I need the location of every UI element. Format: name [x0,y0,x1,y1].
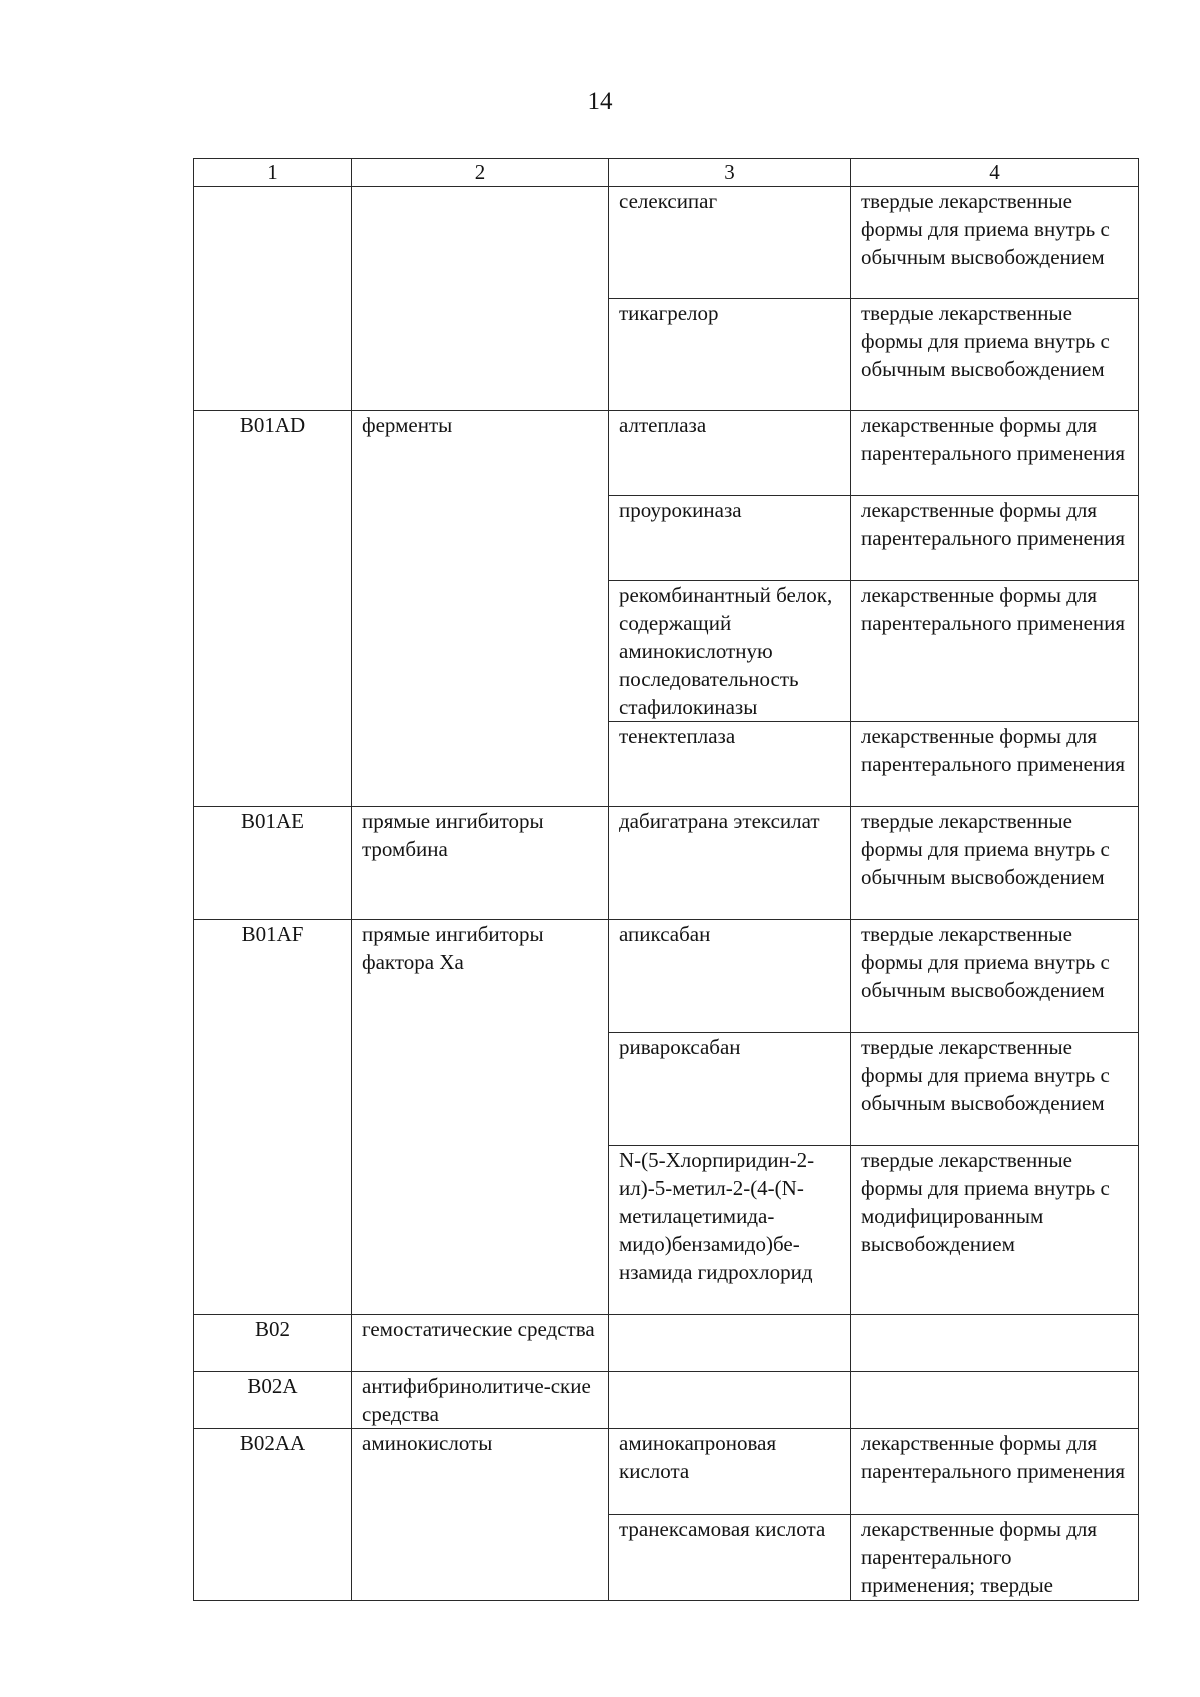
drug-name-cell: аминокапроновая кислота [609,1429,851,1515]
drug-name-cell [609,1315,851,1372]
table-row [194,1315,1139,1372]
table-row [194,187,1139,299]
dosage-form-cell: лекарственные формы для парентерального применения [851,1429,1139,1515]
atc-code-cell: B01AE [194,807,352,920]
atc-code-cell: B01AD [194,411,352,807]
column-header: 1 [194,159,352,187]
drug-table [193,158,1139,1601]
drug-name-cell: тенектеплаза [609,722,851,807]
group-name-cell: прямые ингибиторы тромбина [352,807,609,920]
table-row [194,1372,1139,1429]
group-name-cell: гемостатические средства [352,1315,609,1372]
drug-name-cell: селексипаг [609,187,851,299]
drug-name-cell: проурокиназа [609,496,851,581]
drug-name-cell [609,1372,851,1429]
column-header: 4 [851,159,1139,187]
dosage-form-cell: лекарственные формы для парентерального применения [851,411,1139,496]
table-row [194,807,1139,920]
drug-name-cell: алтеплаза [609,411,851,496]
drug-name-cell: дабигатрана этексилат [609,807,851,920]
dosage-form-cell: твердые лекарственные формы для приема внутрь с обычным высвобождением [851,807,1139,920]
table-row [194,1429,1139,1515]
drug-name-cell: тикагрелор [609,299,851,411]
dosage-form-cell: лекарственные формы для парентерального применения [851,722,1139,807]
drug-name-cell: рекомбинантный белок, содержащий аминокислотную последовательность стафилокиназы [609,581,851,722]
atc-code-cell: B02 [194,1315,352,1372]
drug-name-cell: транексамовая кислота [609,1515,851,1601]
dosage-form-cell: твердые лекарственные формы для приема внутрь с обычным высвобождением [851,1033,1139,1146]
group-name-cell: аминокислоты [352,1429,609,1601]
drug-name-cell: апиксабан [609,920,851,1033]
group-name-cell [352,187,609,411]
dosage-form-cell: лекарственные формы для парентерального применения [851,581,1139,722]
column-header: 3 [609,159,851,187]
atc-code-cell: B02AA [194,1429,352,1601]
dosage-form-cell: твердые лекарственные формы для приема внутрь с обычным высвобождением [851,920,1139,1033]
table-row [194,411,1139,496]
atc-code-cell: B01AF [194,920,352,1315]
group-name-cell: ферменты [352,411,609,807]
dosage-form-cell [851,1372,1139,1429]
dosage-form-cell: лекарственные формы для парентерального применения [851,496,1139,581]
atc-code-cell [194,187,352,411]
dosage-form-cell [851,1315,1139,1372]
dosage-form-cell: лекарственные формы для парентерального применения; твердые [851,1515,1139,1601]
page-number: 14 [587,88,613,115]
table-header-row [194,159,1139,187]
group-name-cell: антифибринолитиче-ские средства [352,1372,609,1429]
atc-code-cell: B02A [194,1372,352,1429]
dosage-form-cell: твердые лекарственные формы для приема внутрь с обычным высвобождением [851,299,1139,411]
dosage-form-cell: твердые лекарственные формы для приема внутрь с модифицированным высвобождением [851,1146,1139,1315]
drug-name-cell: ривароксабан [609,1033,851,1146]
table-row [194,920,1139,1033]
column-header: 2 [352,159,609,187]
dosage-form-cell: твердые лекарственные формы для приема внутрь с обычным высвобождением [851,187,1139,299]
group-name-cell: прямые ингибиторы фактора Xa [352,920,609,1315]
drug-name-cell: N-(5-Хлорпиридин-2-ил)-5-метил-2-(4-(N-метилацетимида-мидо)бензамидо)бе-нзамида гидрохлорид [609,1146,851,1315]
